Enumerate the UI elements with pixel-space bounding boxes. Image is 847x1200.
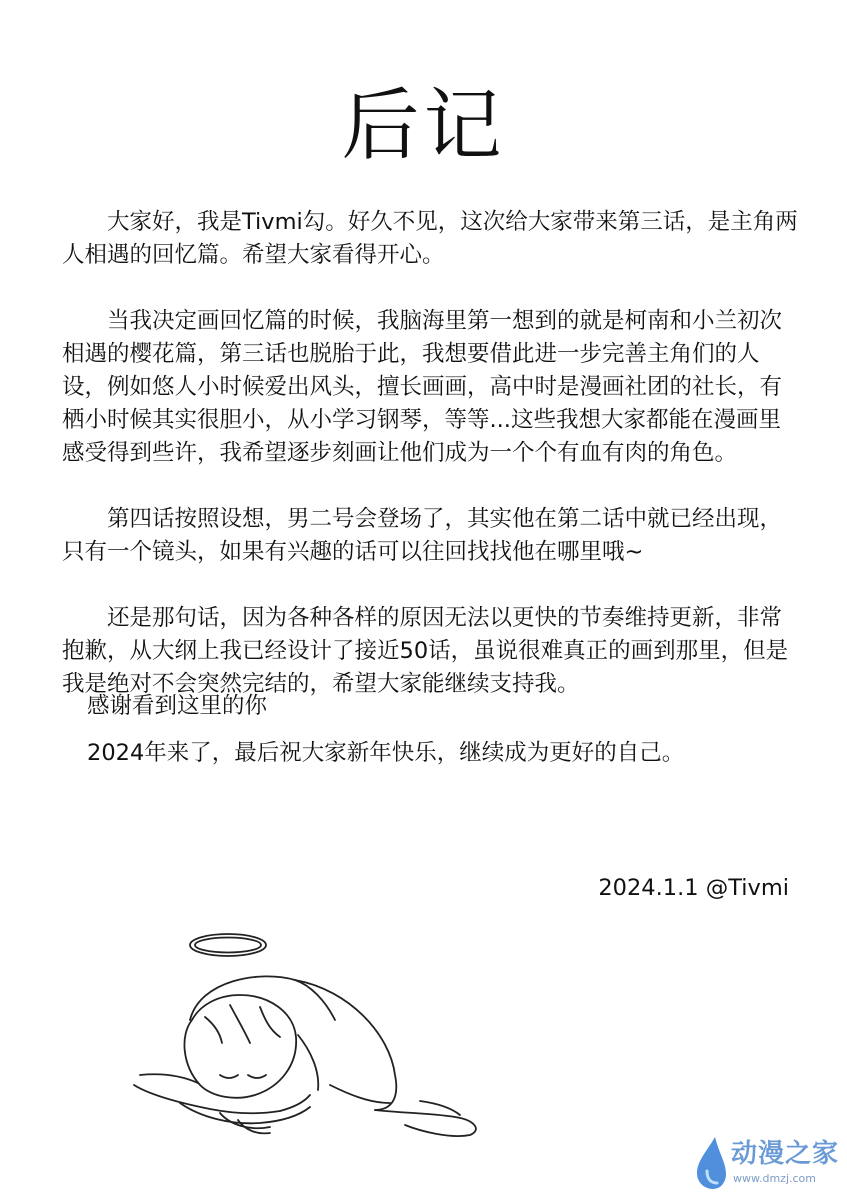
leg-outline <box>375 1110 476 1136</box>
body-outline <box>190 976 396 1110</box>
closing-wishes: 2024年来了，最后祝大家新年快乐，继续成为更好的自己。 <box>87 740 685 766</box>
closed-eyes-icon <box>220 1075 238 1078</box>
arms-outline <box>140 1074 198 1083</box>
head-outline <box>184 995 296 1098</box>
watermark-logo-text: 动漫之家 <box>731 1139 840 1169</box>
paragraph-1: 大家好，我是Tivmi勾。好久不见，这次给大家带来第三话，是主角两人相遇的回忆篇。希望大家看得开心。 <box>62 209 798 268</box>
hands-outline <box>220 1113 270 1128</box>
paragraph-3: 第四话按照设想，男二号会登场了，其实他在第二话中就已经出现，只有一个镜头，如果有兴趣的话可以往回找找他在哪里哦~ <box>62 506 783 565</box>
site-watermark <box>693 1135 843 1195</box>
angel-kneeling-bow-drawing <box>120 925 500 1165</box>
paragraph-4: 还是那句话，因为各种各样的原因无法以更快的节奏维持更新，非常抱歉，从大纲上我已经设计了接近50话，虽说很难真正的画到那里，但是我是绝对不会突然完结的，希望大家能继续支持我。 <box>62 605 789 697</box>
closing-thanks: 感谢看到这里的你 <box>87 693 268 719</box>
closing-block <box>87 690 807 784</box>
afterword-body <box>62 206 802 734</box>
paragraph-2: 当我决定画回忆篇的时候，我脑海里第一想到的就是柯南和小兰初次相遇的樱花篇，第三话也脱胎于此，我想要借此进一步完善主角们的人设，例如悠人小时候爱出风头，擅长画画，高中时是漫画社团的社长，有栖小时候其实很胆小，从小学习钢琴，等等...这些我想大家都能在漫画里感受得到些许，我希望逐步刻画让他们成为一个个有血有肉的角色。 <box>62 308 783 466</box>
water-drop-logo-icon <box>693 1135 729 1191</box>
watermark-url: www.dmzj.com <box>733 1172 816 1185</box>
page-title: 后记 <box>341 81 506 171</box>
signature: 2024.1.1 @Tivmi <box>598 875 789 901</box>
